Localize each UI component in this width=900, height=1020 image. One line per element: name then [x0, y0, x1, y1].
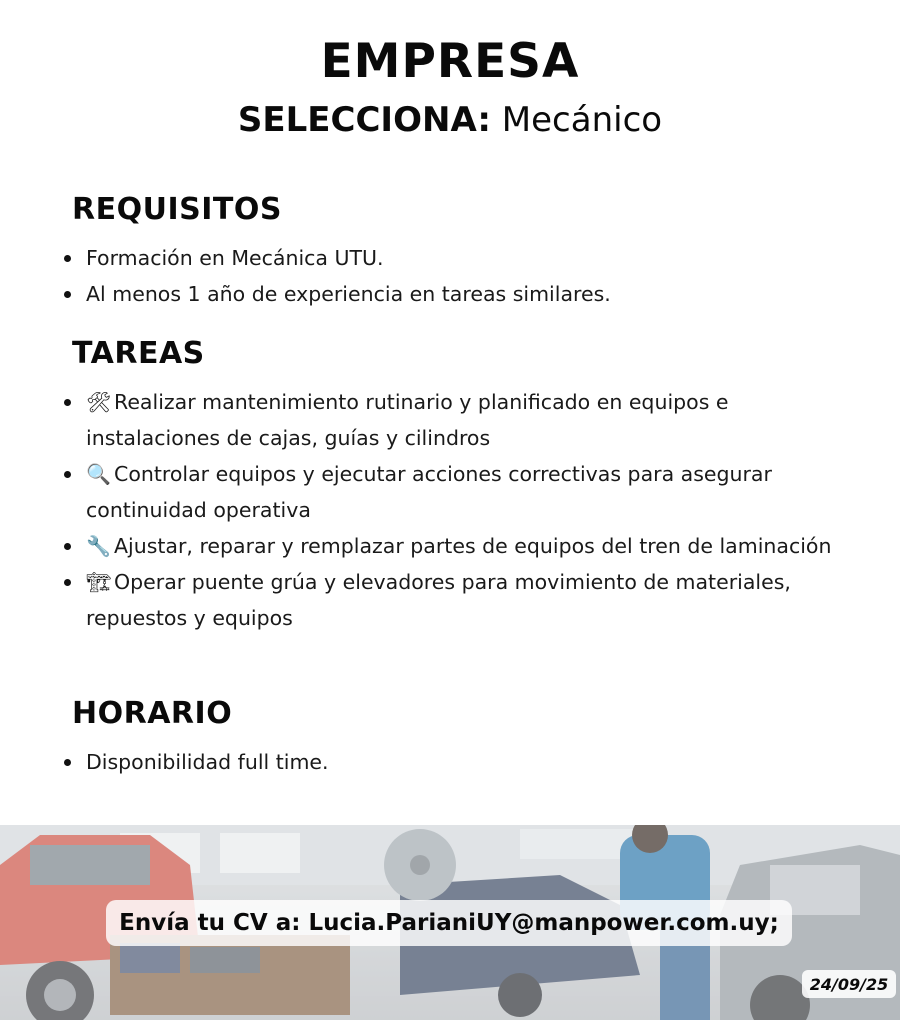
bullet-icon — [64, 255, 71, 262]
list-item — [58, 276, 838, 312]
requisitos-list — [58, 240, 838, 312]
cv-contact-text: Envía tu CV a: Lucia.ParianiUY@manpower.com.uy; — [119, 910, 779, 936]
section-title-requisitos: REQUISITOS — [72, 192, 282, 227]
list-item-text: Al menos 1 año de experiencia en tareas similares. — [86, 282, 611, 306]
list-item — [58, 456, 838, 528]
list-item-text: Realizar mantenimiento rutinario y planificado en equipos e instalaciones de cajas, guías y cilindros — [86, 390, 729, 450]
list-item — [58, 744, 838, 780]
section-title-tareas: TAREAS — [72, 336, 205, 371]
list-item-text: Operar puente grúa y elevadores para movimiento de materiales, repuestos y equipos — [86, 570, 791, 630]
list-item — [58, 528, 838, 564]
bullet-icon — [64, 291, 71, 298]
list-item — [58, 564, 838, 636]
bullet-icon — [64, 759, 71, 766]
tareas-list — [58, 384, 838, 636]
bullet-icon — [64, 471, 71, 478]
post-date-text: 24/09/25 — [809, 974, 889, 994]
crane-icon: 🏗 — [86, 570, 112, 594]
bullet-icon — [64, 399, 71, 406]
bullet-icon — [64, 543, 71, 550]
list-item — [58, 384, 838, 456]
magnifier-icon: 🔍 — [86, 462, 111, 486]
list-item-text: Disponibilidad full time. — [86, 750, 329, 774]
subtitle-role: Mecánico — [501, 100, 663, 140]
list-item-text: Formación en Mecánica UTU. — [86, 246, 384, 270]
wrench-icon: 🔧 — [86, 534, 111, 558]
section-title-horario: HORARIO — [72, 696, 233, 731]
bullet-icon — [64, 579, 71, 586]
horario-list — [58, 744, 838, 780]
cv-contact-banner — [106, 900, 792, 946]
list-item — [58, 240, 838, 276]
subtitle-label: SELECCIONA: — [237, 100, 491, 140]
post-date — [802, 970, 896, 998]
list-item-text: Ajustar, reparar y remplazar partes de equipos del tren de laminación — [114, 534, 832, 558]
list-item-text: Controlar equipos y ejecutar acciones correctivas para asegurar continuidad operativa — [86, 462, 772, 522]
page-subtitle — [0, 100, 900, 140]
tools-icon: 🛠 — [86, 390, 112, 414]
page-title: EMPRESA — [320, 34, 580, 89]
